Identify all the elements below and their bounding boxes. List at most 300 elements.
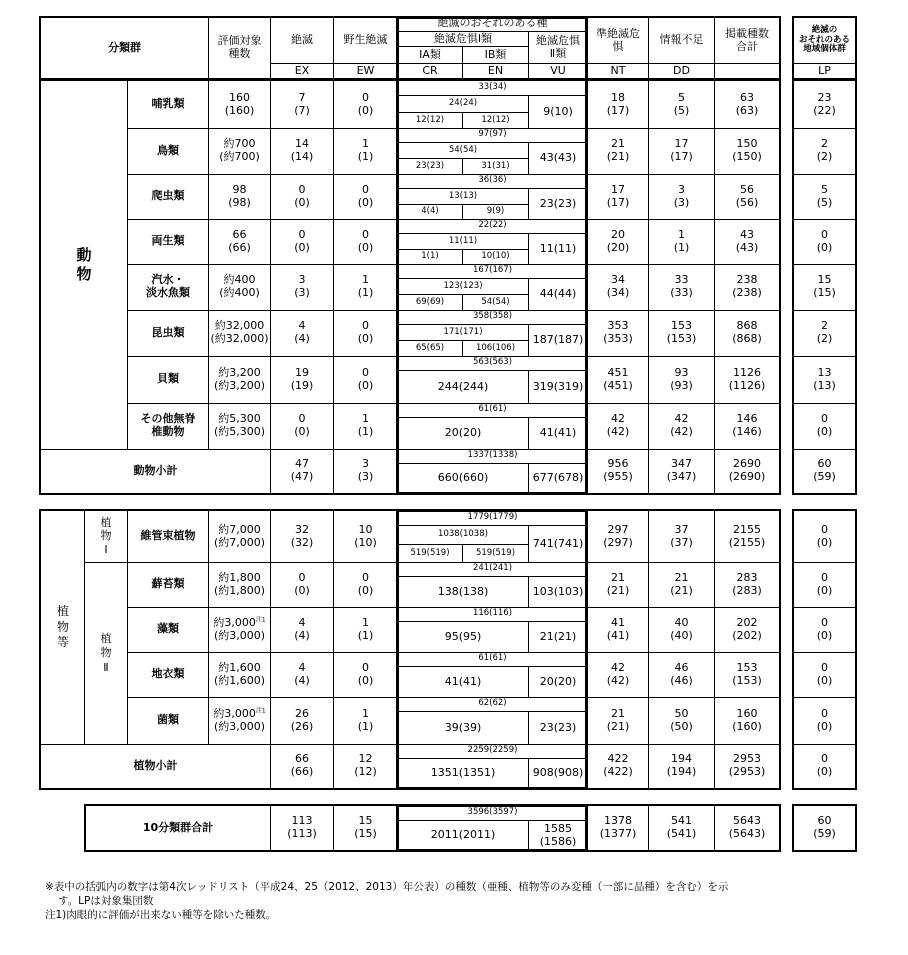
threatened-total [398, 511, 587, 525]
lp-value-line: (0) [816, 240, 833, 254]
ew-value-line: 0 [362, 319, 369, 333]
en-value [463, 113, 528, 128]
threatened-total [398, 449, 587, 463]
grid-line [587, 697, 588, 744]
eval-count [209, 219, 270, 264]
lp-value-line: 0 [821, 660, 828, 674]
grid-line [587, 607, 588, 652]
row-name [128, 356, 208, 403]
grid-line [794, 449, 855, 450]
total-value [715, 449, 779, 493]
cr-value-text: 12(12) [415, 114, 445, 125]
grid-line [648, 356, 649, 403]
grid-line [648, 81, 649, 128]
grid-line [398, 249, 528, 250]
threatened-total [398, 562, 587, 576]
nt-value [588, 744, 648, 788]
threatened-total [398, 652, 587, 666]
grid-line [794, 449, 855, 450]
nt-value [588, 219, 648, 264]
cr-en-value [398, 234, 528, 249]
grid-line [528, 370, 529, 403]
total-value [715, 806, 779, 850]
grid-line [528, 576, 529, 607]
ex-value-line: (66) [290, 765, 314, 778]
threatened-total [398, 219, 587, 233]
nt-value-line: (422) [603, 765, 633, 778]
grid-line [648, 403, 649, 449]
eval-footnote-mark: 注1 [255, 707, 266, 715]
grid-line [127, 562, 781, 563]
dd-value [649, 356, 714, 403]
vu-value [529, 577, 587, 607]
cr-value-text: 23(23) [415, 160, 445, 171]
eval-count [209, 81, 270, 128]
row-name-line: 貝類 [157, 372, 179, 386]
grand-total-label-line: 10分類群合計 [142, 820, 214, 834]
eval-count-line: 約700 [223, 137, 256, 151]
row-name-line: 維管束植物 [140, 529, 196, 543]
total-value [715, 219, 779, 264]
vu-value-text: 23(23) [539, 196, 577, 210]
cr-en-value-text: 2011(2011) [430, 828, 496, 842]
grid-line [333, 403, 334, 449]
en-value [463, 250, 528, 264]
grid-line [794, 744, 855, 745]
threatened-total [398, 403, 587, 417]
cr-value-text: 1(1) [421, 251, 439, 262]
grid-line [794, 744, 855, 745]
grid-line [208, 607, 209, 652]
threatened-total [398, 81, 587, 95]
grid-line [398, 158, 528, 159]
grid-line [714, 511, 715, 562]
threatened-total-text: 2259(2259) [467, 745, 518, 756]
ex-value-line: 47 [295, 457, 309, 471]
dd-value-line: (93) [670, 378, 693, 392]
cr-en-value-text: 39(39) [444, 720, 482, 734]
grid-line [270, 607, 271, 652]
en-header: ⅠB類 [484, 47, 507, 61]
threatened-total-text: 3596(3597) [467, 807, 518, 818]
lp-value [794, 744, 855, 788]
ex-value [271, 449, 333, 493]
nt-value-line: 18 [611, 90, 625, 104]
lp-value [794, 403, 855, 449]
cr-header: ⅠA類 [419, 47, 441, 61]
row-name-line: 藻類 [157, 622, 179, 636]
lp-value-line: (2) [816, 332, 833, 345]
ew-value-line: 0 [362, 227, 369, 241]
dd-value-line: (17) [670, 150, 693, 163]
subtotal-label-line: 植物小計 [133, 758, 178, 772]
grid-line [648, 652, 649, 697]
nt-header: 準絶滅危 惧 [596, 26, 640, 53]
nt-value-line: 297 [607, 522, 629, 536]
cr-en-value-text: 123(123) [443, 280, 483, 291]
plant1-label: 植 物 Ⅰ [100, 516, 112, 556]
total-value [715, 128, 779, 174]
nt-value [588, 449, 648, 493]
en-value-text: 106(106) [475, 342, 516, 353]
total-value-line: (5643) [728, 827, 766, 840]
cr-en-value-text: 1351(1351) [430, 766, 496, 780]
grid-line [714, 264, 715, 310]
lp-value-line: 2 [821, 319, 828, 333]
row-name [128, 174, 208, 219]
grid-line [270, 449, 271, 493]
ew-value-line: 15 [358, 814, 373, 828]
ew-value-line: (3) [357, 470, 374, 483]
ew-value-line: 1 [362, 273, 369, 287]
lp-value-line: (59) [813, 470, 836, 483]
vu-value-text: 43(43) [539, 151, 577, 165]
dd-value-line: 40 [674, 615, 689, 629]
grid-line [398, 204, 528, 205]
total-value-line: (283) [732, 583, 762, 597]
grid-line [127, 128, 781, 129]
grid-line [398, 188, 587, 189]
total-value [715, 81, 779, 128]
lp-value [794, 449, 855, 493]
lp-value-line: 0 [821, 752, 828, 766]
ex-value-line: (26) [290, 719, 314, 733]
vu-value-line: (1586) [539, 834, 577, 848]
ew-value-line: (0) [357, 583, 374, 597]
lp-value-line: (13) [813, 378, 836, 392]
subtotal-label [41, 449, 270, 493]
total-value [715, 607, 779, 652]
lp-value-line: (0) [816, 425, 833, 438]
total-value-line: (63) [735, 103, 759, 117]
total-value-line: 2953 [733, 752, 761, 766]
total-value-line: 153 [736, 660, 758, 674]
grid-line [270, 310, 271, 356]
cr-en-value [398, 371, 528, 403]
dd-value [649, 449, 714, 493]
grid-line [648, 607, 649, 652]
threatened-total-text: 33(34) [478, 82, 507, 93]
eval-count-line: (約3,000) [213, 719, 266, 733]
ew-value-line: (1) [357, 425, 374, 438]
row-name-line: 鳥類 [157, 143, 179, 157]
nt-value [588, 607, 648, 652]
nt-value [588, 264, 648, 310]
total-value-line: 43 [740, 227, 754, 241]
eval-count [209, 697, 270, 744]
lp-value-line: (15) [813, 286, 836, 299]
cr-en-value-text: 1038(1038) [438, 529, 488, 540]
nt-value-line: 42 [611, 660, 625, 674]
ew-value-line: (0) [357, 673, 374, 687]
ew-value-line: 0 [362, 182, 369, 196]
dd-value-line: 37 [674, 522, 689, 536]
total-value-line: (2690) [728, 470, 766, 483]
grid-line [333, 744, 334, 788]
grid-line [333, 806, 334, 850]
grid-line [528, 188, 529, 219]
ew-value-line: 1 [362, 137, 369, 151]
ex-value-line: 0 [298, 227, 306, 241]
ew-value [334, 81, 397, 128]
ex-value-line: (7) [294, 103, 310, 117]
vu-value-text: 44(44) [539, 287, 577, 301]
ex-value-line: 3 [298, 273, 306, 287]
grid-line [462, 544, 463, 562]
eval-count [209, 128, 270, 174]
row-name-line: 蘚苔類 [151, 577, 185, 591]
total-value [715, 511, 779, 562]
dd-value [649, 310, 714, 356]
grid-line [127, 264, 781, 265]
en-value-text: 9(9) [486, 206, 505, 217]
total-value-line: (56) [735, 195, 759, 209]
eval-count [209, 403, 270, 449]
grid-line [528, 463, 529, 493]
grid-line [794, 607, 855, 608]
dd-value-line: 33 [674, 273, 689, 287]
cr-en-value [398, 759, 528, 788]
eval-count-line: 約3,000$^{注1}$ [213, 615, 266, 629]
eval-count-line: 約3,000$^{注1}$ [213, 706, 266, 720]
ew-value [334, 449, 397, 493]
nt-value-line: (20) [606, 240, 630, 254]
ew-value-line: (10) [354, 535, 377, 549]
vu-value-text: 9(10) [543, 104, 573, 118]
threatened-total-text: 116(116) [472, 608, 513, 619]
en-value [463, 341, 528, 356]
total-value [715, 264, 779, 310]
eval-count-line: 98 [232, 182, 247, 196]
threatened-total-text: 22(22) [478, 220, 507, 231]
nt-value-line: 451 [607, 365, 629, 379]
ex-value [271, 128, 333, 174]
note-line-3: 注1)肉眼的に評価が出来ない種等を除いた種数。 [45, 909, 277, 921]
grid-line [462, 112, 463, 128]
ew-value-line: 0 [362, 90, 369, 104]
eval-count-line: 160 [229, 90, 250, 104]
grid-line [714, 744, 715, 788]
ew-value [334, 511, 397, 562]
grid-line [270, 744, 271, 788]
eval-count-line: (160) [224, 103, 255, 117]
cr-en-value [398, 418, 528, 449]
eval-count-line: (約3,200) [213, 378, 266, 392]
ex-value [271, 652, 333, 697]
eval-count-line: (66) [228, 240, 251, 254]
ex-value-line: 113 [291, 814, 313, 828]
dd-value-line: (153) [666, 332, 697, 345]
threatened-total [398, 744, 587, 758]
total-value-line: 160 [736, 706, 758, 720]
grid-line [333, 449, 334, 493]
grid-line [648, 174, 649, 219]
grid-line [648, 511, 649, 562]
total-code [715, 64, 779, 79]
lp-value-line: (0) [816, 765, 833, 778]
cr-en-value [398, 325, 528, 340]
total-value-line: 868 [736, 319, 758, 333]
nt-code: NT [610, 64, 626, 78]
ew-value-line: 0 [362, 365, 369, 379]
grid-line [127, 403, 781, 404]
lp-value-line: 0 [821, 227, 828, 241]
grid-line [127, 356, 781, 357]
dd-value-line: (50) [670, 719, 693, 733]
threatened-total-text: 563(563) [472, 357, 513, 368]
dd-code: DD [673, 64, 690, 78]
nt-value-line: (17) [606, 195, 630, 209]
grid-line [208, 264, 209, 310]
plant-category-label: 植 物 等 [56, 604, 69, 650]
row-name-line: 地衣類 [151, 667, 185, 681]
vu-value-text: 23(23) [539, 720, 577, 734]
animal-lp-frame [792, 79, 857, 495]
grid-line [648, 697, 649, 744]
ex-value-line: (0) [294, 583, 310, 597]
lp-value-line: 0 [821, 706, 828, 720]
cr-en-value [398, 622, 528, 652]
ex-value-line: 19 [295, 365, 309, 379]
cr-en-value-text: 41(41) [444, 674, 482, 688]
note-line-1: ※表中の括弧内の数字は第4次レッドリスト（平成24、25（2012、2013）年公表）の種数（亜種、植物等のみ変種（一部に品種）を含む）を示 [45, 881, 729, 893]
grid-line [41, 744, 781, 745]
dd-value [649, 81, 714, 128]
threatened-total [398, 264, 587, 278]
ex-value [271, 403, 333, 449]
ew-value-line: 10 [358, 522, 373, 536]
threatened-total-text: 358(358) [472, 311, 513, 322]
grid-line [333, 81, 334, 128]
threatened-frame-total [396, 804, 588, 852]
threatened-total [398, 310, 587, 324]
total-value-line: (160) [732, 719, 762, 733]
dd-value-line: 42 [674, 412, 689, 426]
nt-value-line: (1377) [599, 827, 637, 840]
cr-en-value-text: 11(11) [448, 235, 478, 246]
grid-line [587, 806, 588, 850]
total-value-line: (2155) [728, 535, 766, 549]
eval-count-line: 約400 [223, 273, 256, 287]
eval-count-line: 66 [232, 227, 247, 241]
en-value-text: 54(54) [481, 296, 510, 307]
vu-value-text: 103(103) [532, 584, 584, 598]
grid-line [270, 128, 271, 174]
lp-value-line: 15 [817, 273, 832, 287]
vu-value [529, 622, 587, 652]
nt-value-line: 21 [611, 137, 625, 151]
grid-line [398, 621, 587, 622]
lp-value-line: 2 [821, 137, 828, 151]
threatened-frame-animal [396, 16, 588, 495]
dd-value [649, 264, 714, 310]
grid-line [398, 544, 528, 545]
grid-line [528, 525, 529, 562]
threatened-frame-plant [396, 509, 588, 790]
en-code: EN [487, 64, 504, 78]
nt-value [588, 174, 648, 219]
ex-value-line: (32) [290, 535, 314, 549]
grid-line [208, 562, 209, 607]
eval-count-line: (約400) [219, 286, 260, 299]
row-name [128, 697, 208, 744]
grid-line [528, 142, 529, 174]
animal-category-label: 動 物 [76, 245, 92, 283]
cr-value-text: 69(69) [415, 296, 445, 307]
lp-value-line: (22) [813, 103, 836, 117]
grid-line [648, 310, 649, 356]
dd-value-line: 93 [674, 365, 689, 379]
eval-count-line: 約1,600 [218, 660, 261, 674]
vu-value [529, 143, 587, 174]
ex-value [271, 697, 333, 744]
nt-value-line: (17) [606, 103, 630, 117]
grid-line [333, 697, 334, 744]
nt-value-line: (34) [606, 286, 630, 299]
total-value-line: (868) [732, 332, 762, 345]
en-value-text: 10(10) [481, 251, 510, 262]
row-name-line: 椎動物 [151, 425, 185, 438]
grid-line [528, 666, 529, 697]
dd-value [649, 806, 714, 850]
total-header: 掲載種数 合計 [725, 26, 769, 53]
nt-value-line: (297) [603, 535, 633, 549]
ex-value [271, 264, 333, 310]
ex-value-line: 4 [298, 660, 306, 674]
eval-count [209, 264, 270, 310]
lp-value-line: 5 [821, 182, 828, 196]
dd-value-line: (42) [670, 425, 693, 438]
row-name [128, 219, 208, 264]
dd-value-line: (194) [666, 765, 697, 778]
lp-value [794, 562, 855, 607]
eval-count-line: (約1,800) [213, 583, 266, 597]
nt-value-line: (42) [606, 673, 630, 687]
dd-value-line: (37) [670, 535, 693, 549]
lp-value [794, 219, 855, 264]
ew-value-line: (0) [357, 103, 374, 117]
row-name-line: 菌類 [157, 713, 179, 727]
grid-line [208, 697, 209, 744]
cr-en-value [398, 189, 528, 204]
vu-value [529, 279, 587, 310]
vu-value-text: 677(678) [532, 471, 584, 485]
threatened-total-text: 61(61) [478, 653, 507, 664]
threatened-total-text: 167(167) [472, 265, 513, 276]
grid-line [270, 697, 271, 744]
grid-line [333, 652, 334, 697]
nt-value-line: (451) [603, 378, 633, 392]
eval-count-line: (約7,000) [213, 535, 266, 549]
grid-line [127, 174, 781, 175]
lp-value-line: (5) [816, 195, 833, 209]
grid-line [208, 219, 209, 264]
nt-value-line: (21) [606, 150, 630, 163]
threatened-total [398, 806, 587, 820]
grid-line [648, 806, 649, 850]
grid-line [587, 511, 588, 562]
grid-line [462, 340, 463, 356]
grid-line [794, 403, 855, 404]
vu-value [529, 234, 587, 264]
ew-value [334, 744, 397, 788]
total-value [715, 697, 779, 744]
total-value-line: 150 [736, 137, 758, 151]
total-value-line: (202) [732, 628, 762, 642]
dd-value [649, 128, 714, 174]
grid-line [462, 158, 463, 174]
vu-value-text: 741(741) [532, 536, 584, 550]
